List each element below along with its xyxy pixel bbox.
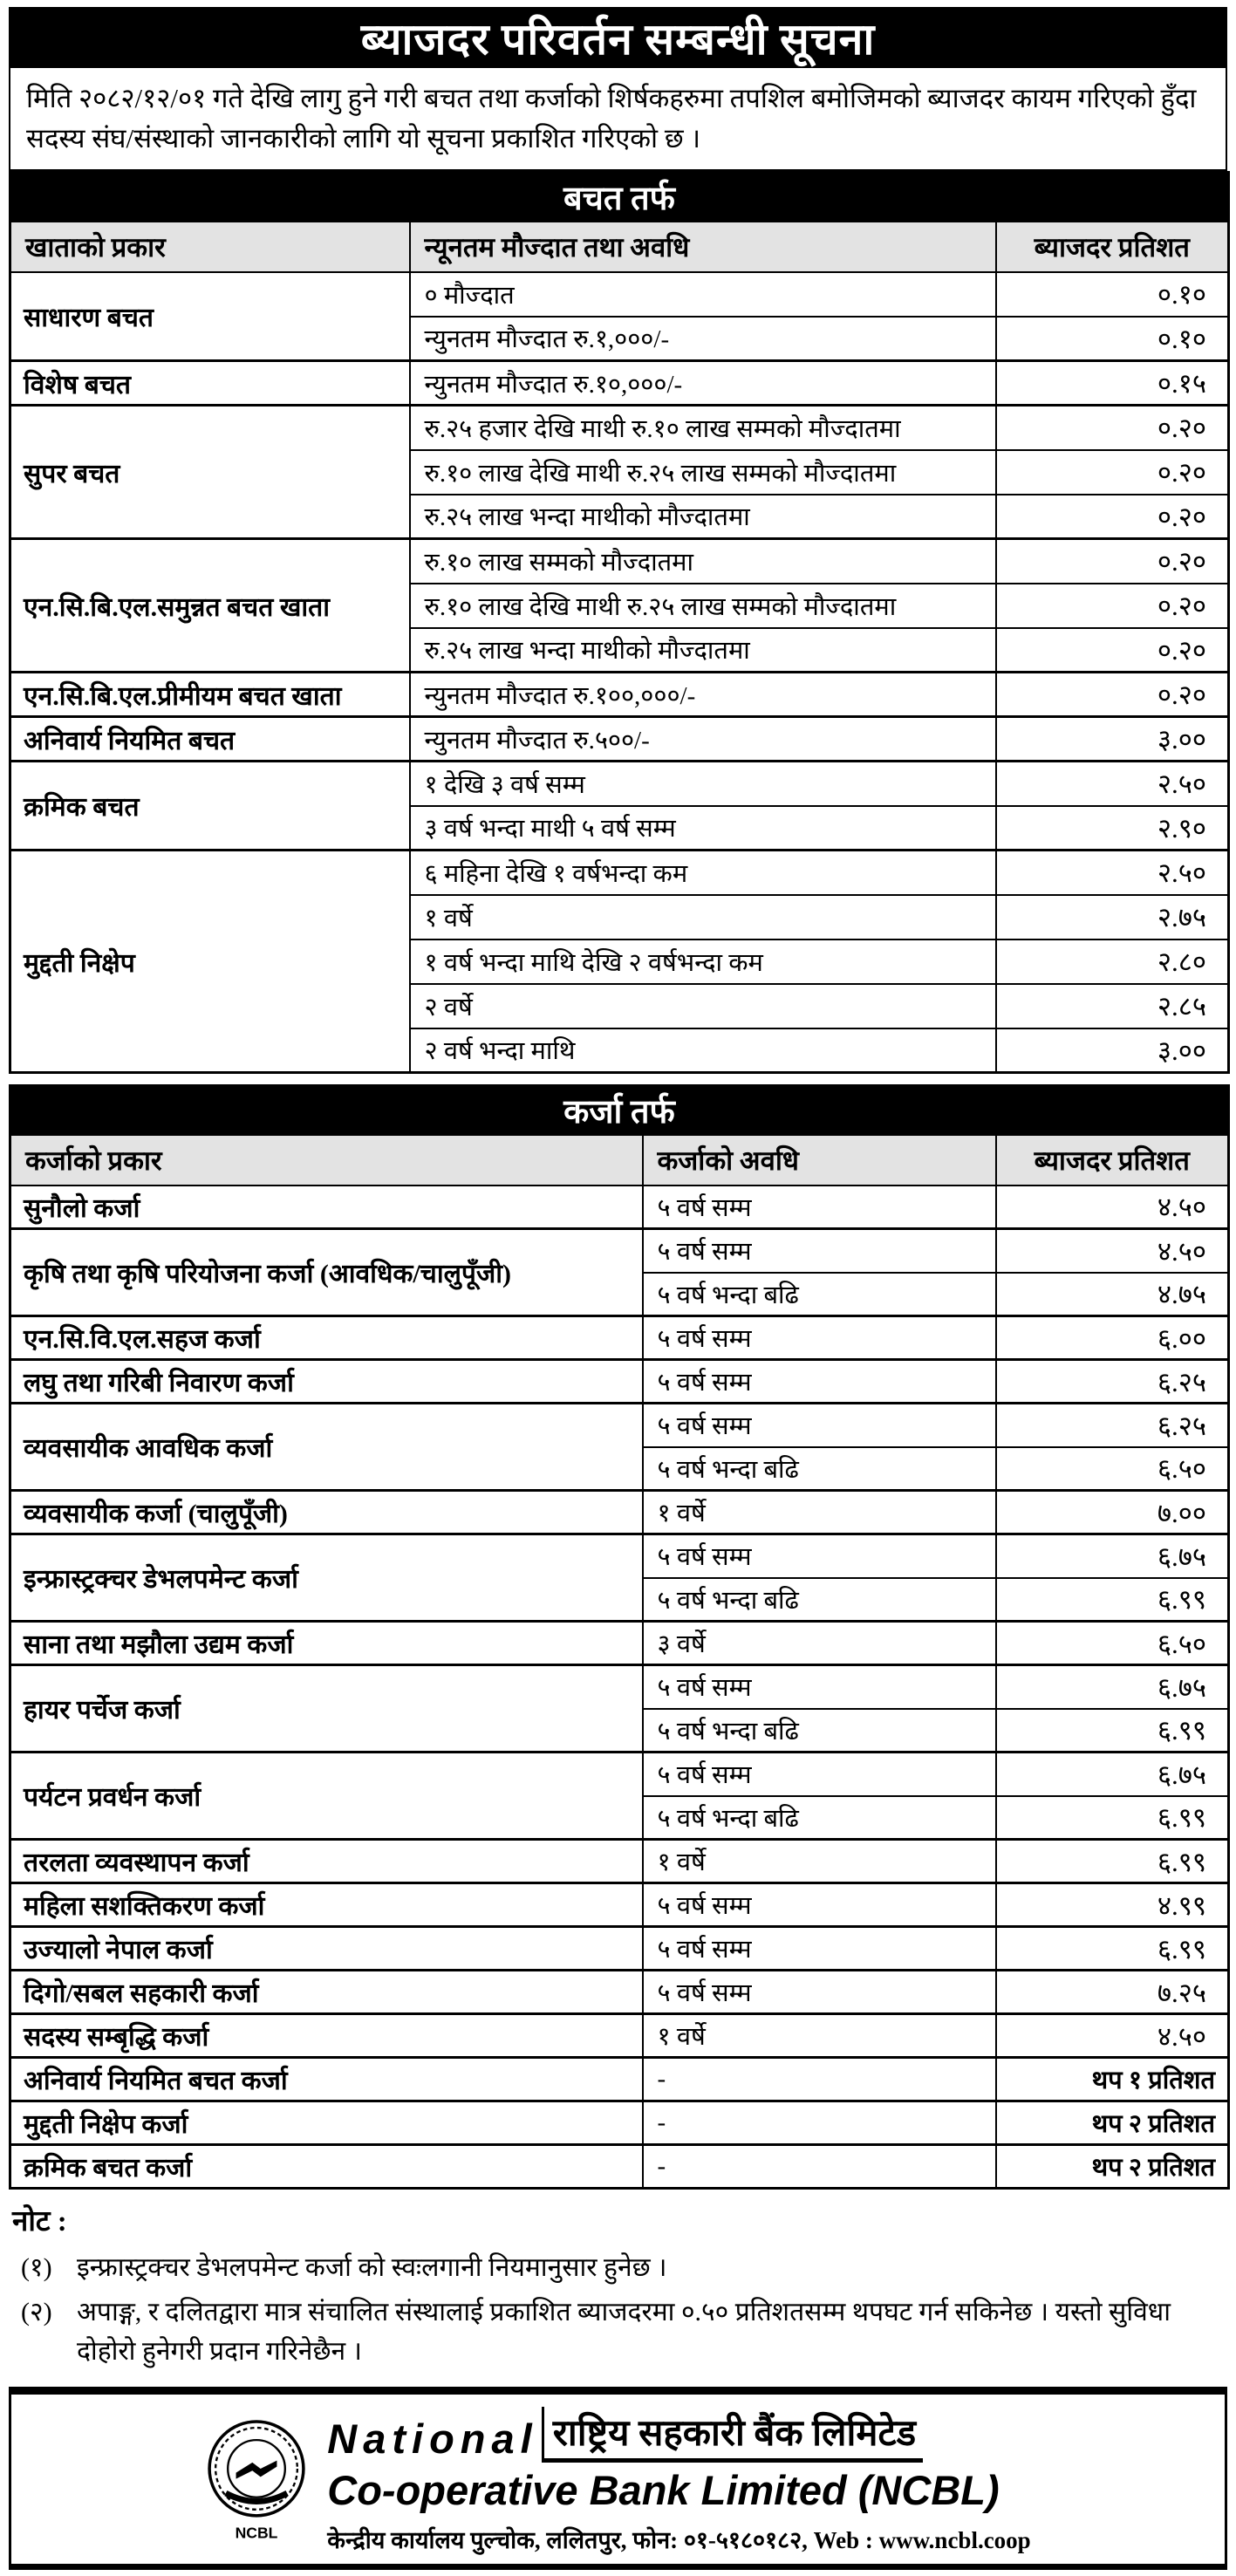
table-row (10, 1186, 1229, 1229)
condition-cell: रु.१० लाख देखि माथी रु.२५ लाख सम्मको मौज्दातमा (410, 450, 996, 495)
condition-cell: न्युनतम मौज्दात रु.५००/- (410, 717, 996, 762)
period-cell: १ वर्षे (643, 2014, 996, 2058)
loans-header-rate: ब्याजदर प्रतिशत (996, 1135, 1229, 1186)
loan-type-cell: पर्यटन प्रवर्धन कर्जा (10, 1753, 643, 1840)
logo-ncbl-text: NCBL (235, 2524, 278, 2542)
period-cell: ३ वर्षे (643, 1622, 996, 1665)
period-cell: ५ वर्ष सम्म (643, 1971, 996, 2014)
loan-type-cell: क्रमिक बचत कर्जा (10, 2145, 643, 2189)
period-cell: ५ वर्ष सम्म (643, 1404, 996, 1447)
loan-type-cell: अनिवार्य नियमित बचत कर्जा (10, 2058, 643, 2101)
condition-cell: रु.२५ लाख भन्दा माथीको मौज्दातमा (410, 495, 996, 539)
notes-section (9, 2198, 1227, 2373)
period-cell: - (643, 2058, 996, 2101)
rate-cell: ०.२० (996, 628, 1229, 673)
table-row (10, 2014, 1229, 2058)
loans-header-loan-type: कर्जाको प्रकार (10, 1135, 643, 1186)
table-row (10, 361, 1229, 406)
loans-section-title: कर्जा तर्फ (10, 1086, 1229, 1135)
rate-cell: ६.२५ (996, 1404, 1229, 1447)
condition-cell: २ वर्षे (410, 984, 996, 1028)
table-row (10, 673, 1229, 717)
loan-type-cell: मुद्दती निक्षेप कर्जा (10, 2101, 643, 2145)
note-item (12, 2292, 1224, 2371)
rate-cell: ६.०० (996, 1316, 1229, 1360)
table-row (10, 2101, 1229, 2145)
table-row (10, 2145, 1229, 2189)
rate-cell: ७.२५ (996, 1971, 1229, 2014)
loan-type-cell: सदस्य सम्बृद्धि कर्जा (10, 2014, 643, 2058)
rate-cell: ६.७५ (996, 1665, 1229, 1709)
loan-type-cell: कृषि तथा कृषि परियोजना कर्जा (आवधिक/चालुपूँजी) (10, 1229, 643, 1316)
rate-cell: ६.५० (996, 1447, 1229, 1491)
loan-type-cell: तरलता व्यवस्थापन कर्जा (10, 1840, 643, 1883)
savings-section-title: बचत तर्फ (10, 173, 1229, 222)
table-row (10, 539, 1229, 584)
loan-type-cell: लघु तथा गरिबी निवारण कर्जा (10, 1360, 643, 1404)
loan-type-cell: हायर पर्चेज कर्जा (10, 1665, 643, 1753)
period-cell: ५ वर्ष सम्म (643, 1883, 996, 1927)
condition-cell: ६ महिना देखि १ वर्षभन्दा कम (410, 851, 996, 895)
savings-header-min-balance: न्यूनतम मौज्दात तथा अवधि (410, 222, 996, 272)
rate-cell: ६.७५ (996, 1534, 1229, 1578)
rate-cell: ०.२० (996, 539, 1229, 584)
table-row (10, 1404, 1229, 1447)
rate-cell: २.५० (996, 851, 1229, 895)
period-cell: ५ वर्ष भन्दा बढि (643, 1709, 996, 1753)
rate-cell: ०.१० (996, 272, 1229, 317)
loan-type-cell: दिगो/सबल सहकारी कर्जा (10, 1971, 643, 2014)
ncbl-logo-icon (205, 2415, 308, 2546)
period-cell: १ वर्षे (643, 1491, 996, 1534)
account-type-cell: सुपर बचत (10, 406, 410, 539)
rate-cell: ६.९९ (996, 1927, 1229, 1971)
condition-cell: १ वर्ष भन्दा माथि देखि २ वर्षभन्दा कम (410, 940, 996, 984)
condition-cell: रु.१० लाख देखि माथी रु.२५ लाख सम्मको मौज्दातमा (410, 584, 996, 628)
savings-section-band (10, 173, 1229, 222)
account-type-cell: साधारण बचत (10, 272, 410, 361)
period-cell: ५ वर्ष सम्म (643, 1186, 996, 1229)
period-cell: - (643, 2145, 996, 2189)
rate-cell: ४.९९ (996, 1883, 1229, 1927)
period-cell: ५ वर्ष सम्म (643, 1534, 996, 1578)
rate-cell: ३.०० (996, 1028, 1229, 1073)
period-cell: ५ वर्ष सम्म (643, 1753, 996, 1796)
table-row (10, 1360, 1229, 1404)
loan-type-cell: सुनौलो कर्जा (10, 1186, 643, 1229)
table-row (10, 1491, 1229, 1534)
period-cell: ५ वर्ष भन्दा बढि (643, 1273, 996, 1316)
condition-cell: न्युनतम मौज्दात रु.१००,०००/- (410, 673, 996, 717)
rate-cell: ४.५० (996, 1186, 1229, 1229)
rate-cell: २.५० (996, 762, 1229, 806)
page-title: ब्याजदर परिवर्तन सम्बन्धी सूचना (9, 7, 1227, 68)
bank-address: केन्द्रीय कार्यालय पुल्चोक, ललितपुर, फोन: ०१-५१८०१८२, Web : www.ncbl.coop (327, 2527, 1031, 2553)
rate-cell: ६.९९ (996, 1796, 1229, 1840)
period-cell: ५ वर्ष भन्दा बढि (643, 1578, 996, 1622)
account-type-cell: एन.सि.बि.एल.समुन्नत बचत खाता (10, 539, 410, 673)
condition-cell: न्युनतम मौज्दात रु.१०,०००/- (410, 361, 996, 406)
note-item (12, 2248, 1224, 2287)
table-row (10, 2058, 1229, 2101)
table-row (10, 1971, 1229, 2014)
notes-label: नोट : (12, 2206, 67, 2238)
loans-rate-table (9, 1084, 1230, 2190)
account-type-cell: क्रमिक बचत (10, 762, 410, 851)
period-cell: १ वर्षे (643, 1840, 996, 1883)
rate-cell: ३.०० (996, 717, 1229, 762)
loans-section-band (10, 1086, 1229, 1135)
period-cell: ५ वर्ष सम्म (643, 1927, 996, 1971)
condition-cell: रु.१० लाख सम्मको मौज्दातमा (410, 539, 996, 584)
table-row (10, 1622, 1229, 1665)
brand-national: National (327, 2415, 538, 2462)
period-cell: ५ वर्ष सम्म (643, 1229, 996, 1273)
account-type-cell: विशेष बचत (10, 361, 410, 406)
account-type-cell: अनिवार्य नियमित बचत (10, 717, 410, 762)
period-cell: - (643, 2101, 996, 2145)
savings-header-account-type: खाताको प्रकार (10, 222, 410, 272)
rate-cell: २.८५ (996, 984, 1229, 1028)
table-row (10, 1316, 1229, 1360)
rate-cell: ४.७५ (996, 1273, 1229, 1316)
condition-cell: १ वर्षे (410, 895, 996, 940)
rate-cell: ७.०० (996, 1491, 1229, 1534)
rate-cell: ४.५० (996, 2014, 1229, 2058)
period-cell: ५ वर्ष सम्म (643, 1360, 996, 1404)
rate-cell: ४.५० (996, 1229, 1229, 1273)
note-text: इन्फ्रास्ट्रक्चर डेभलपमेन्ट कर्जा को स्वःलगानी नियमानुसार हुनेछ । (77, 2253, 667, 2282)
loan-type-cell: व्यवसायीक आवधिक कर्जा (10, 1404, 643, 1491)
rate-cell: ०.२० (996, 450, 1229, 495)
rate-cell: थप २ प्रतिशत (996, 2145, 1229, 2189)
table-row (10, 406, 1229, 450)
rate-cell: २.७५ (996, 895, 1229, 940)
table-row (10, 1840, 1229, 1883)
table-row (10, 1927, 1229, 1971)
condition-cell: रु.२५ हजार देखि माथी रु.१० लाख सम्मको मौज्दातमा (410, 406, 996, 450)
account-type-cell: एन.सि.बि.एल.प्रीमीयम बचत खाता (10, 673, 410, 717)
intro-paragraph: मिति २०८२/१२/०१ गते देखि लागु हुने गरी बचत तथा कर्जाको शिर्षकहरुमा तपशिल बमोजिमको ब्याजदर कायम गरिएको हुँदा सदस्य संघ/संस्थाको जानकारीको लागि यो सूचना प्रकाशित गरिएको छ । (9, 68, 1227, 171)
period-cell: ५ वर्ष भन्दा बढि (643, 1447, 996, 1491)
table-row (10, 1753, 1229, 1796)
rate-cell: २.८० (996, 940, 1229, 984)
loans-header-row (10, 1135, 1229, 1186)
period-cell: ५ वर्ष सम्म (643, 1316, 996, 1360)
savings-header-rate: ब्याजदर प्रतिशत (996, 222, 1229, 272)
bank-footer (9, 2387, 1227, 2570)
table-row (10, 1534, 1229, 1578)
rate-cell: ६.५० (996, 1622, 1229, 1665)
loan-type-cell: इन्फ्रास्ट्रक्चर डेभलपमेन्ट कर्जा (10, 1534, 643, 1622)
loan-type-cell: महिला सशक्तिकरण कर्जा (10, 1883, 643, 1927)
table-row (10, 1883, 1229, 1927)
table-row (10, 272, 1229, 317)
rate-cell: ०.१५ (996, 361, 1229, 406)
condition-cell: १ देखि ३ वर्ष सम्म (410, 762, 996, 806)
period-cell: ५ वर्ष सम्म (643, 1665, 996, 1709)
loan-type-cell: उज्यालो नेपाल कर्जा (10, 1927, 643, 1971)
savings-rate-table (9, 171, 1230, 1074)
loan-type-cell: व्यवसायीक कर्जा (चालुपूँजी) (10, 1491, 643, 1534)
rate-cell: ६.७५ (996, 1753, 1229, 1796)
condition-cell: २ वर्ष भन्दा माथि (410, 1028, 996, 1073)
table-row (10, 717, 1229, 762)
rate-cell: ०.२० (996, 584, 1229, 628)
table-row (10, 1665, 1229, 1709)
condition-cell: न्युनतम मौज्दात रु.१,०००/- (410, 317, 996, 361)
period-cell: ५ वर्ष भन्दा बढि (643, 1796, 996, 1840)
rate-cell: ६.९९ (996, 1578, 1229, 1622)
loan-type-cell: एन.सि.वि.एल.सहज कर्जा (10, 1316, 643, 1360)
rate-cell: ०.२० (996, 406, 1229, 450)
rate-cell: ६.९९ (996, 1709, 1229, 1753)
bank-brand-block (327, 2407, 1030, 2555)
note-text: अपाङ्ग, र दलितद्वारा मात्र संचालित संस्थालाई प्रकाशित ब्याजदरमा ०.५० प्रतिशतसम्म थपघट गर्न सकिनेछ । यस्तो सुविधा दोहोरो हुनेगरी प्रदान गरिनेछैन । (77, 2298, 1171, 2366)
rate-cell: थप २ प्रतिशत (996, 2101, 1229, 2145)
table-row (10, 1229, 1229, 1273)
note-marker: (२) (21, 2298, 52, 2327)
rate-cell: २.९० (996, 806, 1229, 851)
loan-type-cell: साना तथा मझौला उद्यम कर्जा (10, 1622, 643, 1665)
note-marker: (१) (21, 2253, 52, 2282)
loans-header-period: कर्जाको अवधि (643, 1135, 996, 1186)
account-type-cell: मुद्दती निक्षेप (10, 851, 410, 1073)
condition-cell: ० मौज्दात (410, 272, 996, 317)
table-row (10, 762, 1229, 806)
rate-cell: ०.१० (996, 317, 1229, 361)
condition-cell: ३ वर्ष भन्दा माथी ५ वर्ष सम्म (410, 806, 996, 851)
brand-nepali-name: राष्ट्रिय सहकारी बैंक लिमिटेड (542, 2407, 923, 2463)
table-row (10, 851, 1229, 895)
rate-cell: ६.२५ (996, 1360, 1229, 1404)
rate-cell: थप १ प्रतिशत (996, 2058, 1229, 2101)
rate-cell: ०.२० (996, 495, 1229, 539)
rate-cell: ०.२० (996, 673, 1229, 717)
condition-cell: रु.२५ लाख भन्दा माथीको मौज्दातमा (410, 628, 996, 673)
brand-english-name: Co-operative Bank Limited (NCBL) (327, 2467, 1000, 2513)
savings-header-row (10, 222, 1229, 272)
rate-cell: ६.९९ (996, 1840, 1229, 1883)
